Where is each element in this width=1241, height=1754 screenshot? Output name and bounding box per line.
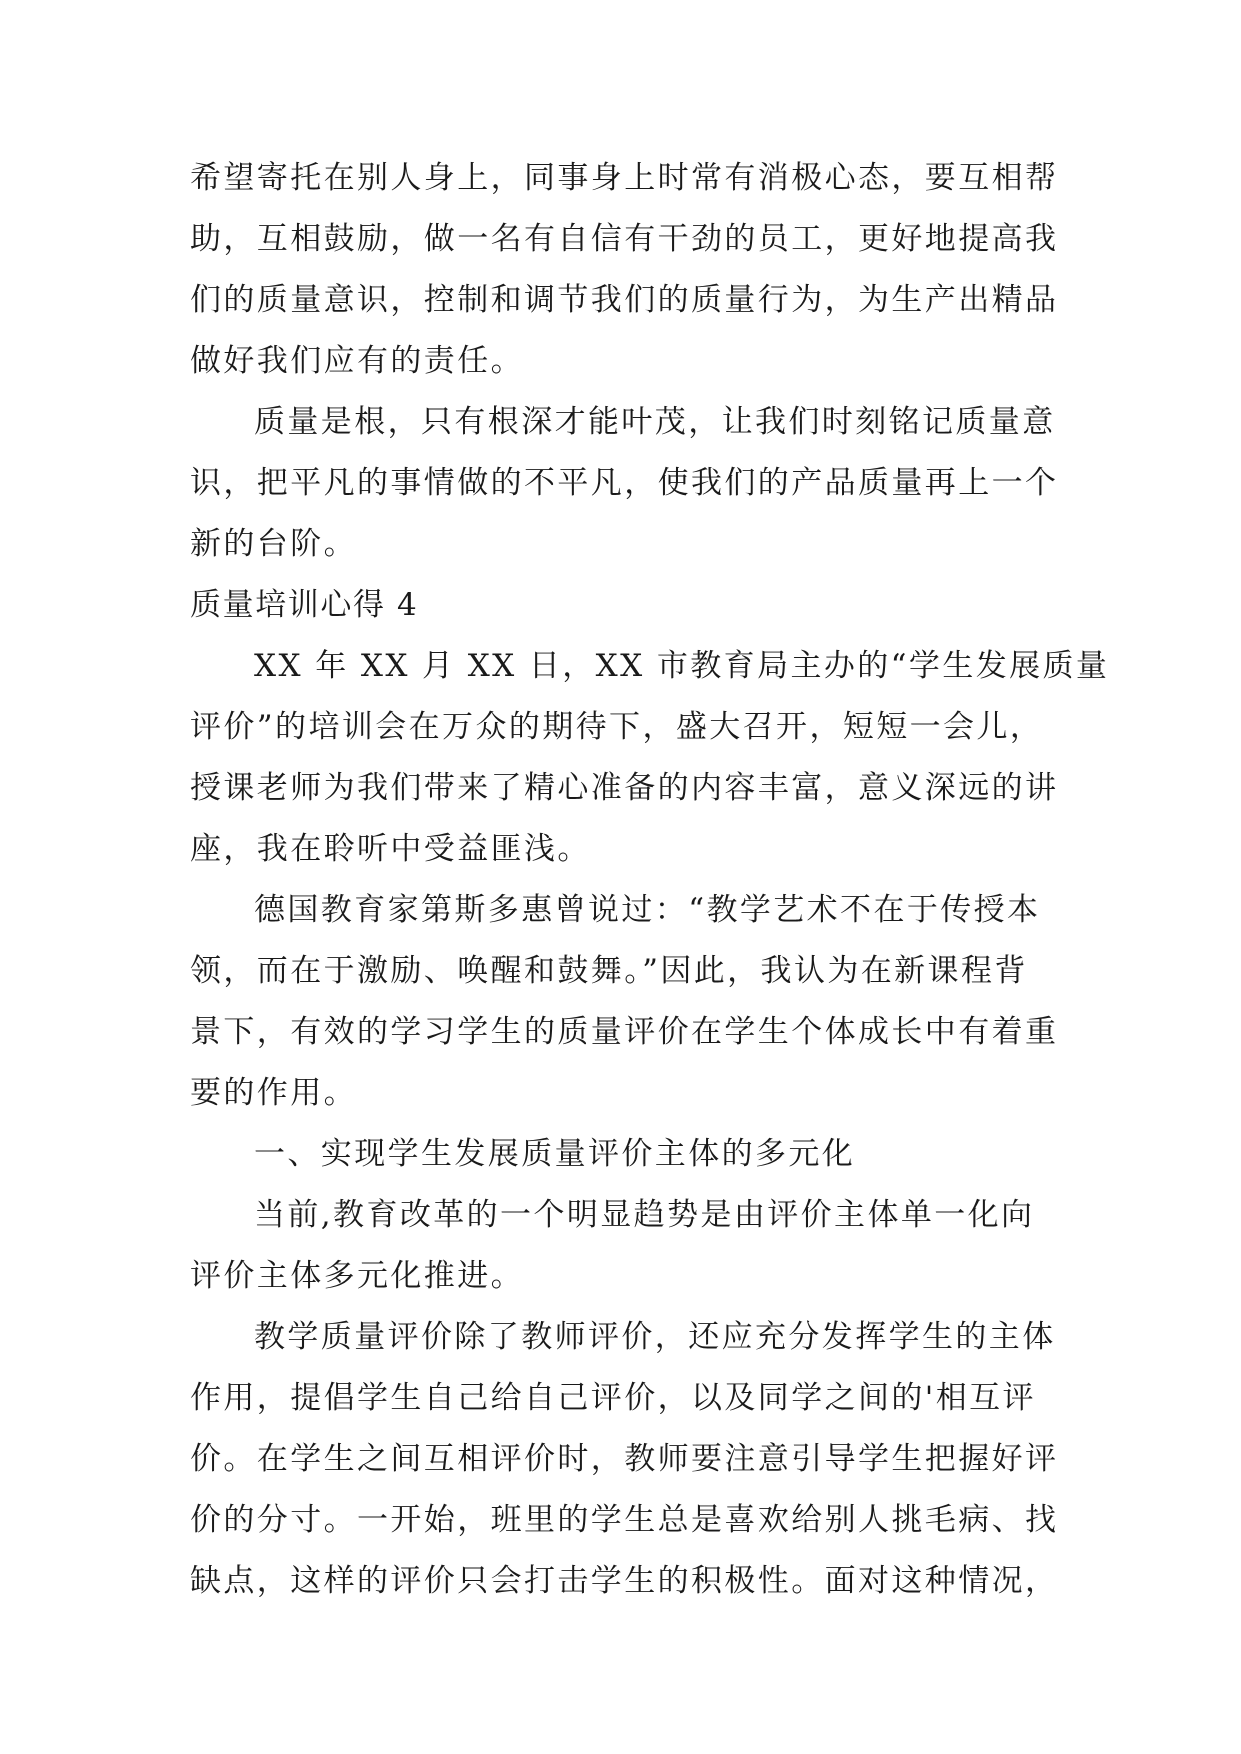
text-line: 座，我在聆听中受益匪浅。	[190, 831, 591, 867]
text-line: 做好我们应有的责任。	[190, 343, 524, 379]
text-line: 价的分寸。一开始，班里的学生总是喜欢给别人挑毛病、找	[190, 1502, 1059, 1538]
text-line: 评价”的培训会在万众的期待下，盛大召开，短短一会儿，	[190, 709, 1044, 745]
text-line: 评价主体多元化推进。	[190, 1258, 524, 1294]
text-line: 当前,教育改革的一个明显趋势是由评价主体单一化向	[254, 1197, 1035, 1233]
text-line: 教学质量评价除了教师评价，还应充分发挥学生的主体	[254, 1319, 1056, 1355]
text-line: 要的作用。	[190, 1075, 357, 1111]
text-line: XX 年 XX 月 XX 日，XX 市教育局主办的“学生发展质量	[254, 648, 1110, 684]
text-line: 新的台阶。	[190, 526, 357, 562]
text-line: 希望寄托在别人身上，同事身上时常有消极心态，要互相帮	[190, 160, 1059, 196]
text-line: 价。在学生之间互相评价时，教师要注意引导学生把握好评	[190, 1441, 1059, 1477]
text-line: 作用，提倡学生自己给自己评价，以及同学之间的'相互评	[190, 1380, 1036, 1416]
text-line: 领，而在于激励、唤醒和鼓舞。”因此，我认为在新课程背	[190, 953, 1028, 989]
body-text	[190, 148, 1110, 1612]
subheading-line: 一、实现学生发展质量评价主体的多元化	[254, 1136, 856, 1172]
text-line: 景下，有效的学习学生的质量评价在学生个体成长中有着重	[190, 1014, 1059, 1050]
text-line: 们的质量意识，控制和调节我们的质量行为，为生产出精品	[190, 282, 1059, 318]
text-line: 缺点，这样的评价只会打击学生的积极性。面对这种情况，	[190, 1563, 1059, 1599]
text-line: 德国教育家第斯多惠曾说过：“教学艺术不在于传授本	[254, 892, 1041, 928]
text-line: 助，互相鼓励，做一名有自信有干劲的员工，更好地提高我	[190, 221, 1059, 257]
text-line: 识，把平凡的事情做的不平凡，使我们的产品质量再上一个	[190, 465, 1059, 501]
section-heading: 质量培训心得 4	[190, 587, 419, 623]
text-line: 授课老师为我们带来了精心准备的内容丰富，意义深远的讲	[190, 770, 1059, 806]
text-line: 质量是根，只有根深才能叶茂，让我们时刻铭记质量意	[254, 404, 1056, 440]
